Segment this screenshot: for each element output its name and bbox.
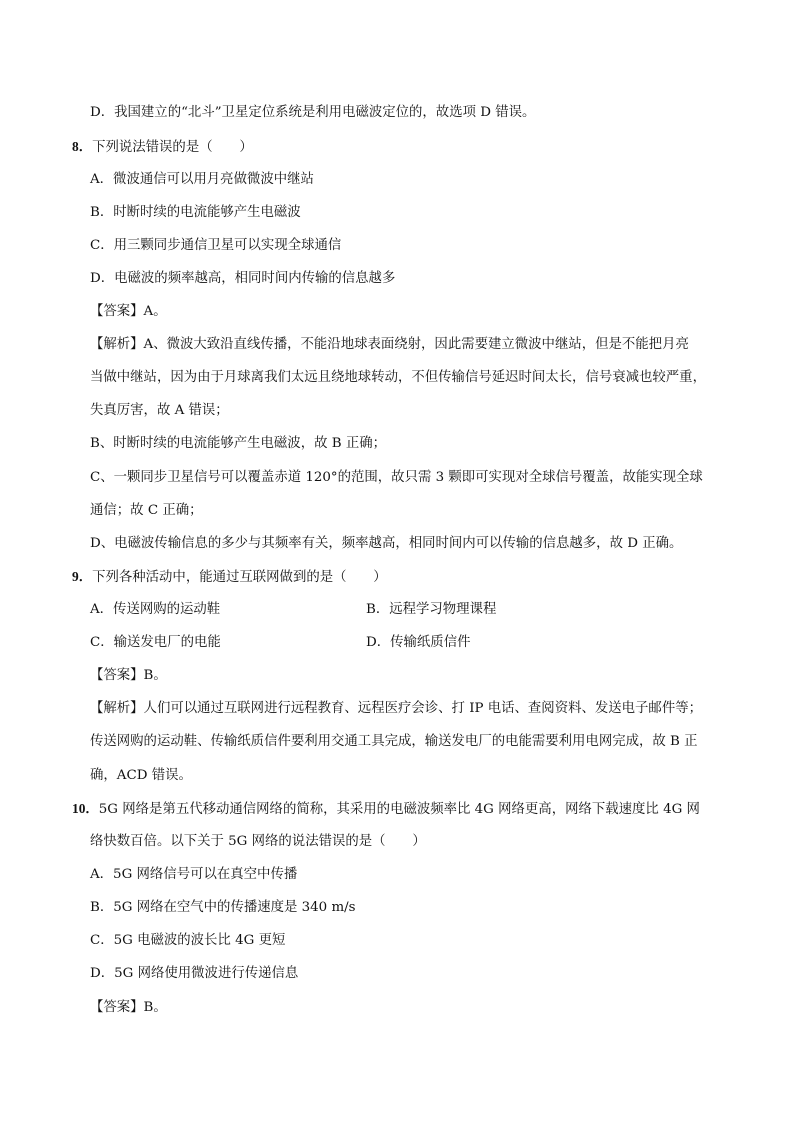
q8-analysis-line: 【解析】A、微波大致沿直线传播，不能沿地球表面绕射，因此需要建立微波中继站，但是不能把月亮 [90, 337, 689, 352]
question-10-stem [72, 799, 700, 820]
question-stem-text: 下列各种活动中，能通过互联网做到的是（ ） [92, 570, 387, 585]
question-number: 8． [72, 139, 93, 154]
q8-answer: 【答案】A。 [90, 304, 167, 319]
question-8-stem [72, 137, 253, 158]
q9-analysis-line: 确，ACD 错误。 [90, 768, 192, 783]
q8-analysis-line: 失真厉害，故 A 错误； [90, 403, 229, 418]
q10-option-a: A．5G 网络信号可以在真空中传播 [90, 867, 298, 882]
q8-analysis-line: D、电磁波传输信息的多少与其频率有关，频率越高，相同时间内可以传输的信息越多，故 D 正确。 [90, 536, 683, 551]
q8-analysis-line: B、时断时续的电流能够产生电磁波，故 B 正确； [90, 436, 387, 451]
q8-analysis-line: 通信；故 C 正确； [90, 503, 203, 518]
q10-answer: 【答案】B。 [90, 1000, 167, 1015]
q10-option-b: B．5G 网络在空气中的传播速度是 340 m/s [90, 900, 356, 915]
q9-option-c: C．输送发电厂的电能 [90, 635, 221, 650]
q8-option-d: D．电磁波的频率越高，相同时间内传输的信息越多 [90, 271, 396, 286]
question-stem-text: 下列说法错误的是（ ） [92, 140, 253, 155]
q8-option-a: A．微波通信可以用月亮做微波中继站 [90, 172, 314, 187]
question-number: 10． [72, 801, 99, 816]
option-d-prev: D．我国建立的“北斗”卫星定位系统是利用电磁波定位的，故选项 D 错误。 [90, 105, 536, 120]
q9-analysis-line: 传送网购的运动鞋、传输纸质信件要利用交通工具完成，输送发电厂的电能需要利用电网完成，故 B 正 [90, 734, 698, 749]
q8-option-c: C．用三颗同步通信卫星可以实现全球通信 [90, 238, 342, 253]
question-9-stem [72, 567, 387, 588]
question-stem-text: 5G 网络是第五代移动通信网络的简称，其采用的电磁波频率比 4G 网络更高，网络下载速度比 4G 网 [98, 802, 700, 817]
question-number: 9． [72, 569, 93, 584]
q9-option-a: A．传送网购的运动鞋 [90, 602, 221, 617]
q8-option-b: B．时断时续的电流能够产生电磁波 [90, 205, 301, 220]
q8-analysis-line: 当做中继站，因为由于月球离我们太远且绕地球转动，不但传输信号延迟时间太长，信号衰减也较严重， [90, 370, 706, 385]
q10-option-d: D．5G 网络使用微波进行传递信息 [90, 966, 299, 981]
q9-option-b: B．远程学习物理课程 [366, 602, 497, 617]
q9-analysis-line: 【解析】人们可以通过互联网进行远程教育、远程医疗会诊、打 IP 电话、查阅资料、发送电子邮件等； [90, 701, 702, 716]
q10-option-c: C．5G 电磁波的波长比 4G 更短 [90, 933, 286, 948]
q9-option-d: D．传输纸质信件 [366, 635, 471, 650]
question-10-stem-cont: 络快数百倍。以下关于 5G 网络的说法错误的是（ ） [90, 834, 426, 849]
q9-answer: 【答案】B。 [90, 668, 167, 683]
q8-analysis-line: C、一颗同步卫星信号可以覆盖赤道 120°的范围，故只需 3 颗即可实现对全球信号覆盖，故能实现全球 [90, 470, 703, 485]
